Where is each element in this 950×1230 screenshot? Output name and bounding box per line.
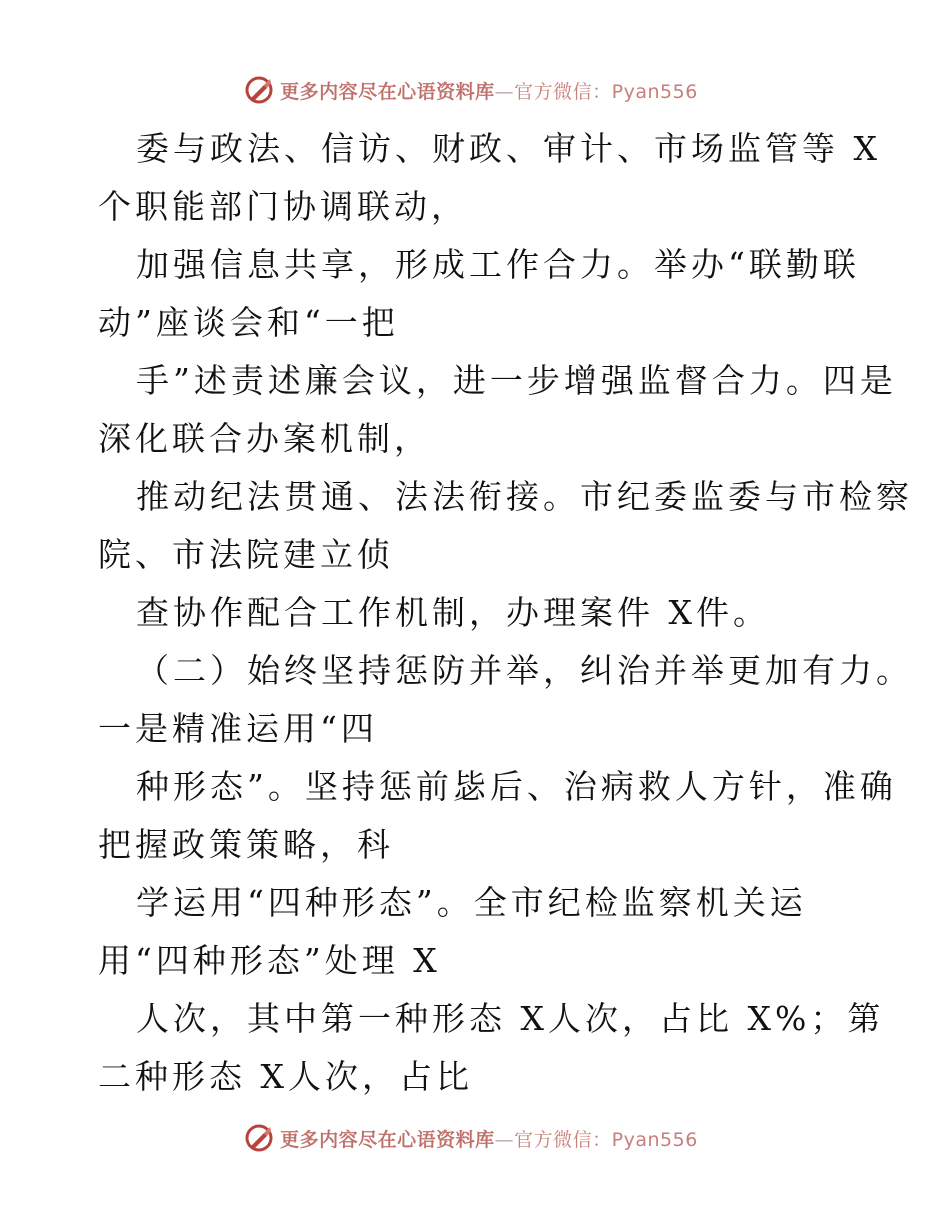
- text-line: 用“四种形态”处理 X: [98, 941, 441, 980]
- banner-main-text: 更多内容尽在心语资料库: [280, 1128, 495, 1151]
- text-line: 动”座谈会和“一把: [98, 303, 399, 342]
- banner-main-text: 更多内容尽在心语资料库: [280, 80, 495, 103]
- text-line: 委与政法、信访、财政、审计、市场监管等 X: [136, 129, 881, 168]
- text-line: 加强信息共享，形成工作合力。举办“联勤联: [136, 245, 860, 284]
- text-line: 人次，其中第一种形态 X人次，占比 X%；第: [136, 999, 885, 1038]
- text-line: 推动纪法贯通、法法衔接。市纪委监委与市检察: [136, 477, 913, 516]
- text-line: 把握政策策略，科: [98, 825, 394, 864]
- pen-nib-logo-icon: [244, 75, 274, 105]
- banner-wechat-text: 官方微信：Pyan556: [514, 1128, 698, 1151]
- text-line: 一是精准运用“四: [98, 709, 378, 748]
- text-line: 院、市法院建立侦: [98, 535, 394, 574]
- text-line: 手”述责述廉会议，进一步增强监督合力。四是: [136, 361, 897, 400]
- banner-wechat-text: 官方微信：Pyan556: [514, 80, 698, 103]
- text-line: 个职能部门协调联动，: [98, 187, 468, 226]
- pen-nib-logo-icon: [244, 1123, 274, 1153]
- document-body: [98, 120, 913, 1106]
- banner-text: [280, 77, 698, 104]
- text-line: （二）始终坚持惩防并举，纠治并举更加有力。: [136, 651, 913, 690]
- text-line: 学运用“四种形态”。全市纪检监察机关运: [136, 883, 807, 922]
- text-line: 二种形态 X人次，占比: [98, 1057, 473, 1096]
- text-line: 查协作配合工作机制，办理案件 X件。: [136, 593, 770, 632]
- footer-banner: [0, 1118, 950, 1158]
- text-line: 种形态”。坚持惩前毖后、治病救人方针，准确: [136, 767, 897, 806]
- banner-separator: —: [494, 80, 515, 103]
- text-line: 深化联合办案机制，: [98, 419, 431, 458]
- banner-separator: —: [494, 1128, 515, 1151]
- header-banner: [0, 70, 950, 110]
- banner-text: [280, 1125, 698, 1152]
